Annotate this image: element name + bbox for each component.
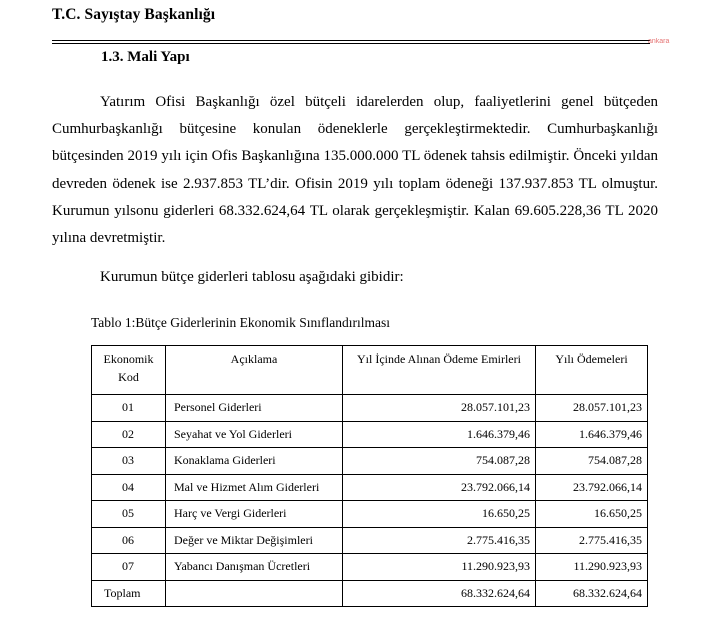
table-header-row xyxy=(92,346,648,395)
table-row xyxy=(92,421,648,448)
row-code: 05 xyxy=(92,501,166,528)
row-payments: 2.775.416,35 xyxy=(536,527,648,554)
row-code: 07 xyxy=(92,554,166,581)
table-total-row xyxy=(92,580,648,607)
row-payments: 754.087,28 xyxy=(536,448,648,475)
header-description: Açıklama xyxy=(166,346,343,395)
header-payments: Yılı Ödemeleri xyxy=(536,346,648,395)
header-code-line2: Kod xyxy=(118,370,139,384)
row-payments: 11.290.923,93 xyxy=(536,554,648,581)
table-intro-text: Kurumun bütçe giderleri tablosu aşağıdaki gibidir: xyxy=(100,269,404,285)
header-divider-thin xyxy=(52,43,650,44)
table-row xyxy=(92,501,648,528)
row-payment-orders: 28.057.101,23 xyxy=(343,395,536,422)
total-description-empty xyxy=(166,580,343,607)
row-code: 02 xyxy=(92,421,166,448)
row-code: 04 xyxy=(92,474,166,501)
header-divider xyxy=(52,40,650,41)
total-label: Toplam xyxy=(92,580,166,607)
row-payments: 16.650,25 xyxy=(536,501,648,528)
row-code: 01 xyxy=(92,395,166,422)
row-description: Seyahat ve Yol Giderleri xyxy=(166,421,343,448)
row-payment-orders: 11.290.923,93 xyxy=(343,554,536,581)
body-paragraph: Yatırım Ofisi Başkanlığı özel bütçeli idarelerden olup, faaliyetlerini genel bütçeden Cumhurbaşkanlığı bütçesine konulan ödeneklerle gerçekleştirmektedir. Cumhurbaşkanlığı bütçesinden 2019 yılı için Ofis Başkanlığına 135.000.000 TL ödenek tahsis edilmiştir. Önceki yıldan devreden ödenek ise 2.937.853 TL’dir. Ofisin 2019 yılı toplam ödeneği 137.937.853 TL olmuştur. Kurumun yılsonu giderleri 68.332.624,64 TL olarak gerçekleşmiştir. Kalan 69.605.228,36 TL 2020 yılına devretmiştir. xyxy=(52,94,658,247)
table-row xyxy=(92,474,648,501)
header-code-line1: Ekonomik xyxy=(103,352,154,366)
table-row xyxy=(92,527,648,554)
section-heading: 1.3. Mali Yapı xyxy=(101,49,190,65)
table-row xyxy=(92,395,648,422)
row-payments: 28.057.101,23 xyxy=(536,395,648,422)
row-description: Harç ve Vergi Giderleri xyxy=(166,501,343,528)
total-payment-orders: 68.332.624,64 xyxy=(343,580,536,607)
row-description: Yabancı Danışman Ücretleri xyxy=(166,554,343,581)
row-description: Personel Giderleri xyxy=(166,395,343,422)
row-description: Mal ve Hizmet Alım Giderleri xyxy=(166,474,343,501)
total-payments: 68.332.624,64 xyxy=(536,580,648,607)
row-code: 06 xyxy=(92,527,166,554)
row-payment-orders: 1.646.379,46 xyxy=(343,421,536,448)
table-row xyxy=(92,448,648,475)
row-payment-orders: 754.087,28 xyxy=(343,448,536,475)
row-code: 03 xyxy=(92,448,166,475)
row-payment-orders: 16.650,25 xyxy=(343,501,536,528)
row-payment-orders: 2.775.416,35 xyxy=(343,527,536,554)
row-payments: 23.792.066,14 xyxy=(536,474,648,501)
table-caption: Tablo 1:Bütçe Giderlerinin Ekonomik Sınıflandırılması xyxy=(91,315,391,330)
row-payments: 1.646.379,46 xyxy=(536,421,648,448)
budget-expense-table xyxy=(91,345,648,607)
table-row xyxy=(92,554,648,581)
row-description: Konaklama Giderleri xyxy=(166,448,343,475)
document-header-title: T.C. Sayıştay Başkanlığı xyxy=(52,6,216,23)
source-watermark: ankara xyxy=(648,38,670,45)
row-description: Değer ve Miktar Değişimleri xyxy=(166,527,343,554)
row-payment-orders: 23.792.066,14 xyxy=(343,474,536,501)
header-payment-orders: Yıl İçinde Alınan Ödeme Emirleri xyxy=(343,346,536,395)
header-economic-code xyxy=(92,346,166,395)
